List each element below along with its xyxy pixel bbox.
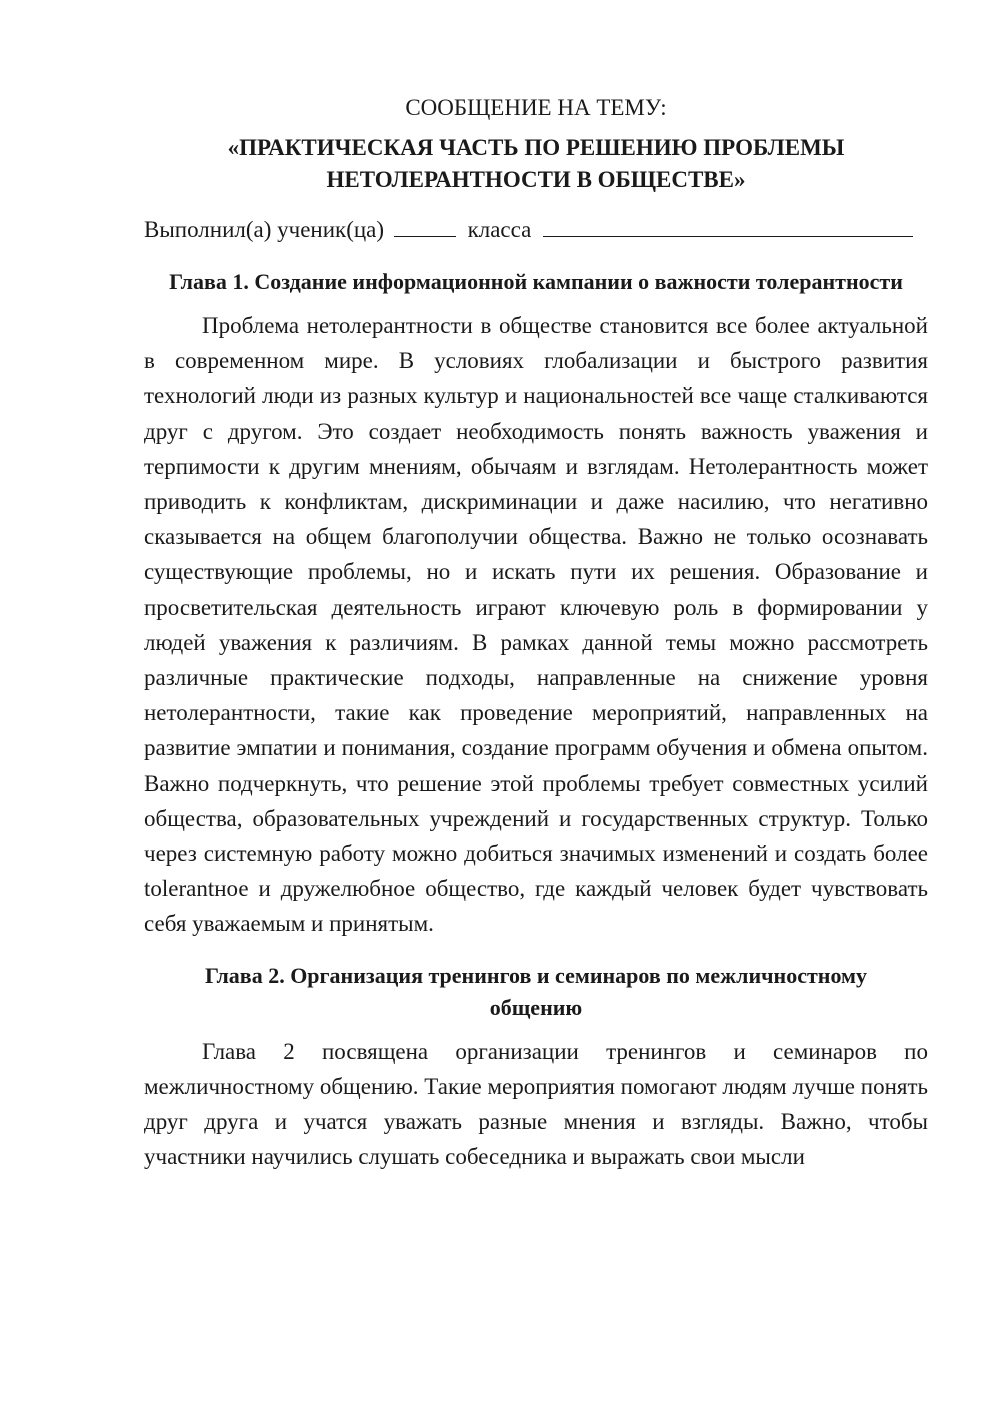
chapter-1-heading: Глава 1. Создание информационной кампании о важности толерантности — [169, 269, 903, 294]
chapter-1-paragraph: Проблема нетолерантности в обществе становится все более актуальной в современном мире. В условиях глобализации и быстрого развития технологий люди из разных культур и национальностей все чаще сталкиваются друг с другом. Это создает необходимость понять важность уважения и терпимости к другим мнениям, обычаям и взглядам. Нетолерантность может приводить к конфликтам, дискриминации и даже насилию, что негативно сказывается на общем благополучии общества. Важно не только осознавать существующие проблемы, но и искать пути их решения. Образование и просветительская деятельность играют ключевую роль в формировании у людей уважения к различиям. В рамках данной темы можно рассмотреть различные практические подходы, направленные на снижение уровня нетолерантности, такие как проведение мероприятий, направленных на развитие эмпатии и понимания, создание программ обучения и обмена опытом. Важно подчеркнуть, что решение этой проблемы требует совместных усилий общества, образовательных учреждений и государственных структур. Только через системную работу можно добиться значимых изменений и создать более tolerantное и дружелюбное общество, где каждый человек будет чувствовать себя уважаемым и принятым. — [144, 313, 928, 937]
document-title-line-2: НЕТОЛЕРАНТНОСТИ В ОБЩЕСТВЕ» — [326, 167, 746, 192]
author-prefix: Выполнил(а) ученик(ца) — [144, 217, 385, 242]
name-blank — [543, 214, 913, 237]
class-word: класса — [467, 217, 532, 242]
chapter-2-paragraph: Глава 2 посвящена организации тренингов и семинаров по межличностному общению. Такие мероприятия помогают людям лучше понять друг друга и учатся уважать разные мнения и взгляды. Важно, чтобы участники научились слушать собеседника и выражать свои мысли — [144, 1038, 928, 1170]
class-blank — [394, 214, 456, 237]
document-title — [144, 132, 928, 196]
author-line — [144, 214, 928, 246]
chapter-2-heading: Глава 2. Организация тренингов и семинаров по межличностному общению — [204, 962, 868, 1020]
document-label: СООБЩЕНИЕ НА ТЕМУ: — [405, 95, 667, 120]
document-page — [144, 92, 928, 1174]
document-title-line-1: «ПРАКТИЧЕСКАЯ ЧАСТЬ ПО РЕШЕНИЮ ПРОБЛЕМЫ — [227, 135, 845, 160]
